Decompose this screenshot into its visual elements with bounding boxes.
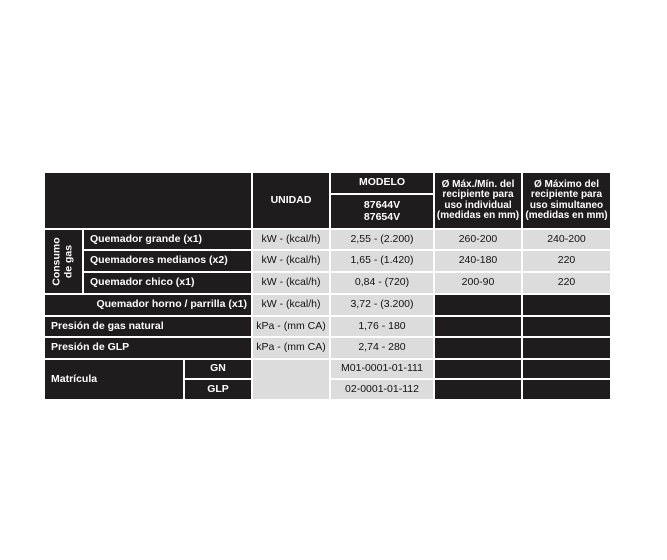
row-value: 2,74 - 280 <box>331 338 433 358</box>
matricula-label: Matrícula <box>45 360 183 399</box>
empty-cell <box>435 360 521 378</box>
header-simultaneo-line: (medidas en mm) <box>525 210 608 221</box>
empty-cell <box>253 360 329 399</box>
row-label: Quemadores medianos (x2) <box>84 251 251 271</box>
row-value: 1,65 - (1.420) <box>331 251 433 271</box>
header-individual-line: recipiente para <box>442 189 514 200</box>
row-value: 1,76 - 180 <box>331 317 433 336</box>
row-value: 3,72 - (3.200) <box>331 295 433 315</box>
group-label-consumo <box>52 237 75 285</box>
empty-cell <box>435 317 521 336</box>
header-individual-line: (medidas en mm) <box>436 210 520 221</box>
header-individual-line: Ø Máx./Mín. del <box>441 178 515 190</box>
model-number-1: 87644V <box>363 199 401 212</box>
row-unit: kW - (kcal/h) <box>253 251 329 271</box>
row-unit: kPa - (mm CA) <box>253 317 329 336</box>
group-label-line: de gas <box>62 244 75 279</box>
group-label-line: Consumo <box>50 237 63 286</box>
header-model-numbers <box>331 195 433 228</box>
empty-cell <box>435 338 521 358</box>
empty-cell <box>523 380 610 399</box>
row-label: Presión de GLP <box>45 338 251 358</box>
matricula-type: GN <box>185 360 251 378</box>
header-simultaneo-line: Ø Máximo del <box>533 178 599 190</box>
row-value: 2,55 - (2.200) <box>331 230 433 249</box>
header-simultaneo-line: recipiente para <box>530 189 603 200</box>
empty-cell <box>435 295 521 315</box>
header-empty-cell <box>45 173 251 228</box>
row-label: Quemador chico (x1) <box>84 273 251 293</box>
row-simultaneo: 220 <box>523 251 610 271</box>
matricula-type: GLP <box>185 380 251 399</box>
header-unidad: UNIDAD <box>253 173 329 228</box>
row-unit: kPa - (mm CA) <box>253 338 329 358</box>
header-simultaneo <box>523 173 610 228</box>
matricula-value: 02-0001-01-112 <box>331 380 433 399</box>
model-number-2: 87654V <box>363 210 401 223</box>
row-label: Presión de gas natural <box>45 317 251 336</box>
row-simultaneo: 220 <box>523 273 610 293</box>
header-individual <box>435 173 521 228</box>
row-label: Quemador horno / parrilla (x1) <box>45 295 251 315</box>
row-label: Quemador grande (x1) <box>84 230 251 249</box>
group-label-consumo-cell <box>45 230 82 293</box>
empty-cell <box>523 295 610 315</box>
empty-cell <box>523 338 610 358</box>
row-simultaneo: 240-200 <box>523 230 610 249</box>
matricula-value: M01-0001-01-111 <box>331 360 433 378</box>
empty-cell <box>523 360 610 378</box>
row-value: 0,84 - (720) <box>331 273 433 293</box>
row-individual: 200-90 <box>435 273 521 293</box>
header-modelo: MODELO <box>331 173 433 193</box>
row-unit: kW - (kcal/h) <box>253 230 329 249</box>
row-individual: 240-180 <box>435 251 521 271</box>
empty-cell <box>435 380 521 399</box>
empty-cell <box>523 317 610 336</box>
row-individual: 260-200 <box>435 230 521 249</box>
row-unit: kW - (kcal/h) <box>253 273 329 293</box>
header-individual-line: uso individual <box>444 199 512 211</box>
header-simultaneo-line: uso simultaneo <box>529 199 604 211</box>
row-unit: kW - (kcal/h) <box>253 295 329 315</box>
